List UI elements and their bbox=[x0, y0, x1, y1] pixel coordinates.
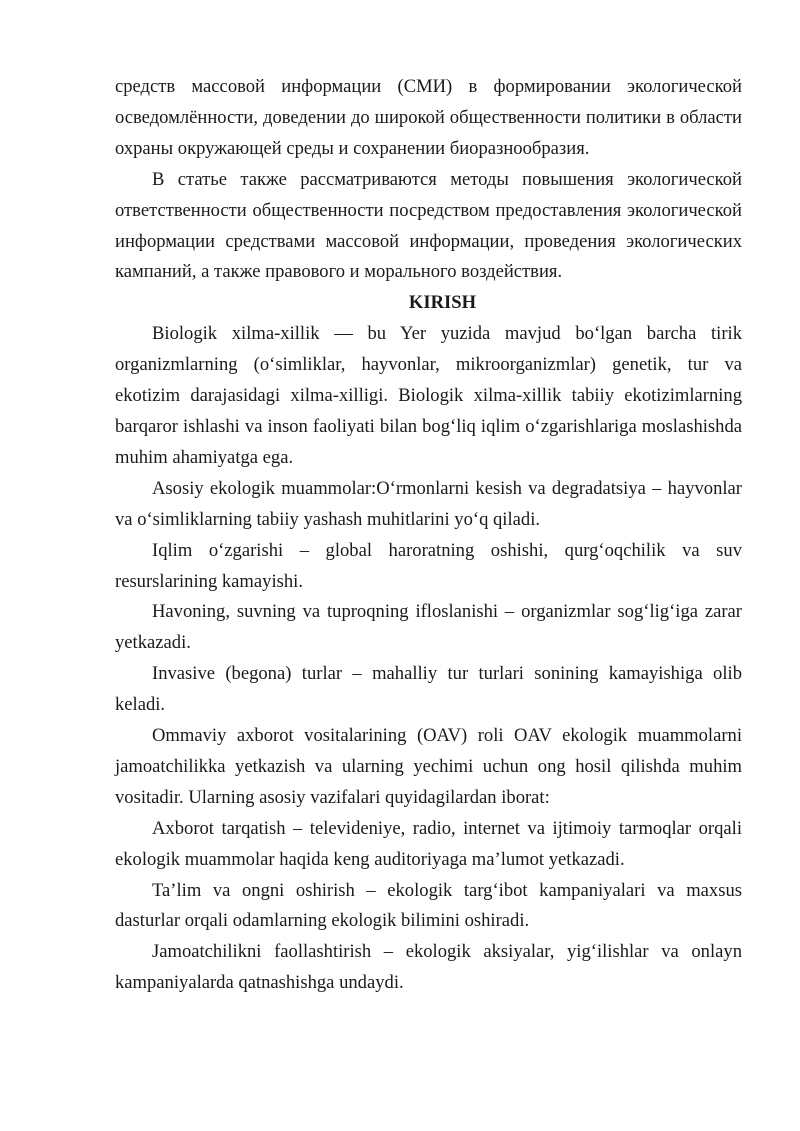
body-paragraph: Invasive (begona) turlar – mahalliy tur turlari sonining kamayishiga olib keladi. bbox=[115, 663, 742, 716]
intro-paragraph-methods: В статье также рассматриваются методы повышения экологической ответственности общественности посредством предоставления экологической информации средствами массовой информации, проведения экологических кампаний, а также правового и морального воздействия. bbox=[115, 168, 742, 283]
body-paragraph: Axborot tarqatish – televideniye, radio, internet va ijtimoiy tarmoqlar orqali ekologik muammolar haqida keng auditoriyaga maʼlumot yetkazadi. bbox=[115, 817, 742, 870]
body-paragraph: Jamoatchilikni faollashtirish – ekologik aksiyalar, yigʻilishlar va onlayn kampaniyalarda qatnashishga undaydi. bbox=[115, 941, 742, 994]
intro-paragraph-continuation: средств массовой информации (СМИ) в формировании экологической осведомлённости, доведении до широкой общественности политики в области охраны окружающей среды и сохранении биоразнообразия. bbox=[115, 76, 742, 159]
body-paragraph: Asosiy ekologik muammolar:Oʻrmonlarni kesish va degradatsiya – hayvonlar va oʻsimliklarning tabiiy yashash muhitlarini yoʻq qiladi. bbox=[115, 477, 742, 530]
body-paragraph: Ommaviy axborot vositalarining (OAV) roli OAV ekologik muammolarni jamoatchilikka yetkazish va ularning yechimi uchun ong hosil qilishda muhim vositadir. Ularning asosiy vazifalari quyidagilardan iborat: bbox=[115, 725, 742, 808]
body-paragraph: Iqlim oʻzgarishi – global haroratning oshishi, qurgʻoqchilik va suv resurslarining kamayishi. bbox=[115, 539, 742, 592]
body-paragraph: Taʼlim va ongni oshirish – ekologik targʻibot kampaniyalari va maxsus dasturlar orqali odamlarning ekologik bilimini oshiradi. bbox=[115, 879, 742, 932]
body-paragraph: Biologik xilma-xillik — bu Yer yuzida mavjud boʻlgan barcha tirik organizmlarning (oʻsimliklar, hayvonlar, mikroorganizmlar) genetik, tur va ekotizim darajasidagi xilma-xilligi. Biologik xilma-xillik tabiiy ekotizimlarning barqaror ishlashi va inson faoliyati bilan bogʻliq iqlim oʻzgarishlariga moslashishda muhim ahamiyatga ega. bbox=[115, 323, 742, 468]
body-paragraph: Havoning, suvning va tuproqning ifloslanishi – organizmlar sogʻligʻiga zarar yetkazadi. bbox=[115, 601, 742, 654]
document-page bbox=[115, 72, 742, 999]
section-heading: KIRISH bbox=[408, 292, 477, 314]
